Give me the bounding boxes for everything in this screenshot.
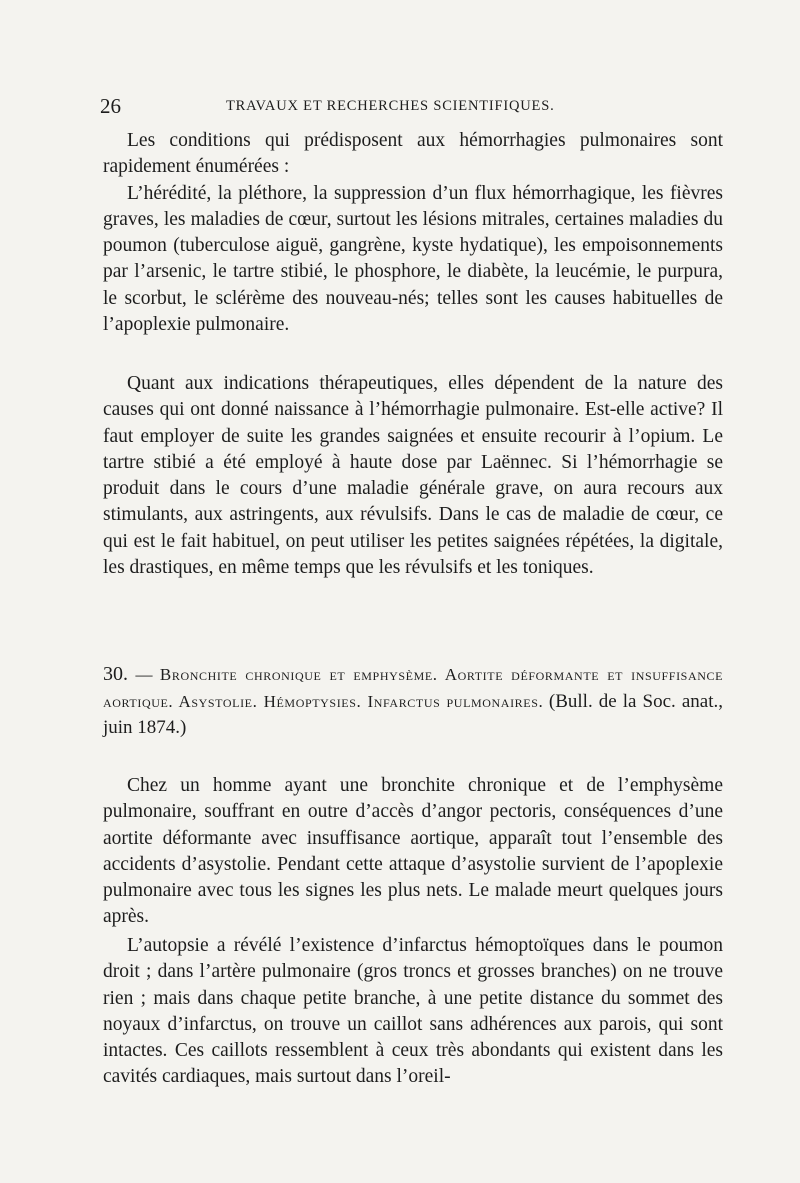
section-citation: (Bull. de la Soc. anat., juin 1874.) bbox=[103, 690, 723, 738]
section-heading bbox=[103, 661, 723, 742]
section-number: 30. bbox=[103, 663, 128, 685]
page-number: 26 bbox=[100, 94, 121, 118]
paragraph-causes-list: L’hérédité, la pléthore, la suppression d’un flux hémorrhagique, les fièvres graves, les maladies de cœur, surtout les lésions mitrales, certaines maladies du poumon (tuberculose aiguë, gangrène, kyste hydatique), les empoisonnements par l’arsenic, le tartre stibié, le phosphore, le diabète, la leucémie, le purpura, le scorbut, le sclérème des nouveau-nés; telles sont les causes habituelles de l’apoplexie pulmonaire. bbox=[103, 182, 723, 336]
section-dash: — bbox=[135, 665, 153, 684]
page-header bbox=[100, 94, 720, 122]
paragraph-case-text: Chez un homme ayant une bronchite chronique et de l’emphysème pulmonaire, souffrant en outre d’accès d’angor pectoris, conséquences d’une aortite déformante avec insuffisance aortique, apparaît tout l’ensemble des accidents d’asystolie. Pendant cette attaque d’asystolie survient de l’apoplexie pulmonaire avec tous les signes les plus nets. Le malade meurt quelques jours après. bbox=[103, 775, 723, 928]
paragraph-therapeutics-text: Quant aux indications thérapeutiques, elles dépendent de la nature des causes qui ont donné naissance à l’hémorrhagie pulmonaire. Est-elle active? Il faut employer de suite les grandes saignées et ensuite recourir à l’opium. Le tartre stibié a été employé à haute dose par Laënnec. Si l’hémorrhagie se produit dans le cours d’une maladie générale grave, on aura recours aux stimulants, aux astringents, aux révulsifs. Dans le cas de maladie de cœur, ce qui est le fait habituel, on peut utiliser les petites saignées répétées, la digitale, les drastiques, en même temps que les révulsifs et les toniques. bbox=[103, 373, 723, 579]
paragraph-causes bbox=[103, 128, 723, 338]
paragraph-autopsy bbox=[103, 933, 723, 1091]
section-title: Bronchite chronique et emphysème. Aortite déformante et insuffisance aortique. Asystolie. Hémoptysies. Infarctus pulmonaires. bbox=[103, 665, 724, 711]
paragraph-intro: Les conditions qui prédisposent aux hémorrhagies pulmonaires sont rapidement énumérées : bbox=[103, 130, 723, 178]
paragraph-autopsy-text: L’autopsie a révélé l’existence d’infarctus hémoptoïques dans le poumon droit ; dans l’artère pulmonaire (gros troncs et grosses branches) on ne trouve rien ; mais dans chaque petite branche, à une petite distance du sommet des noyaux d’infarctus, on trouve un caillot sans adhérences aux parois, qui sont intactes. Ces caillots ressemblent à ceux très abondants qui existent dans les cavités cardiaques, mais surtout dans l’oreil- bbox=[103, 935, 723, 1088]
running-head: TRAVAUX ET RECHERCHES SCIENTIFIQUES. bbox=[226, 98, 555, 114]
paragraph-case bbox=[103, 773, 723, 931]
paragraph-therapeutics bbox=[103, 371, 723, 581]
